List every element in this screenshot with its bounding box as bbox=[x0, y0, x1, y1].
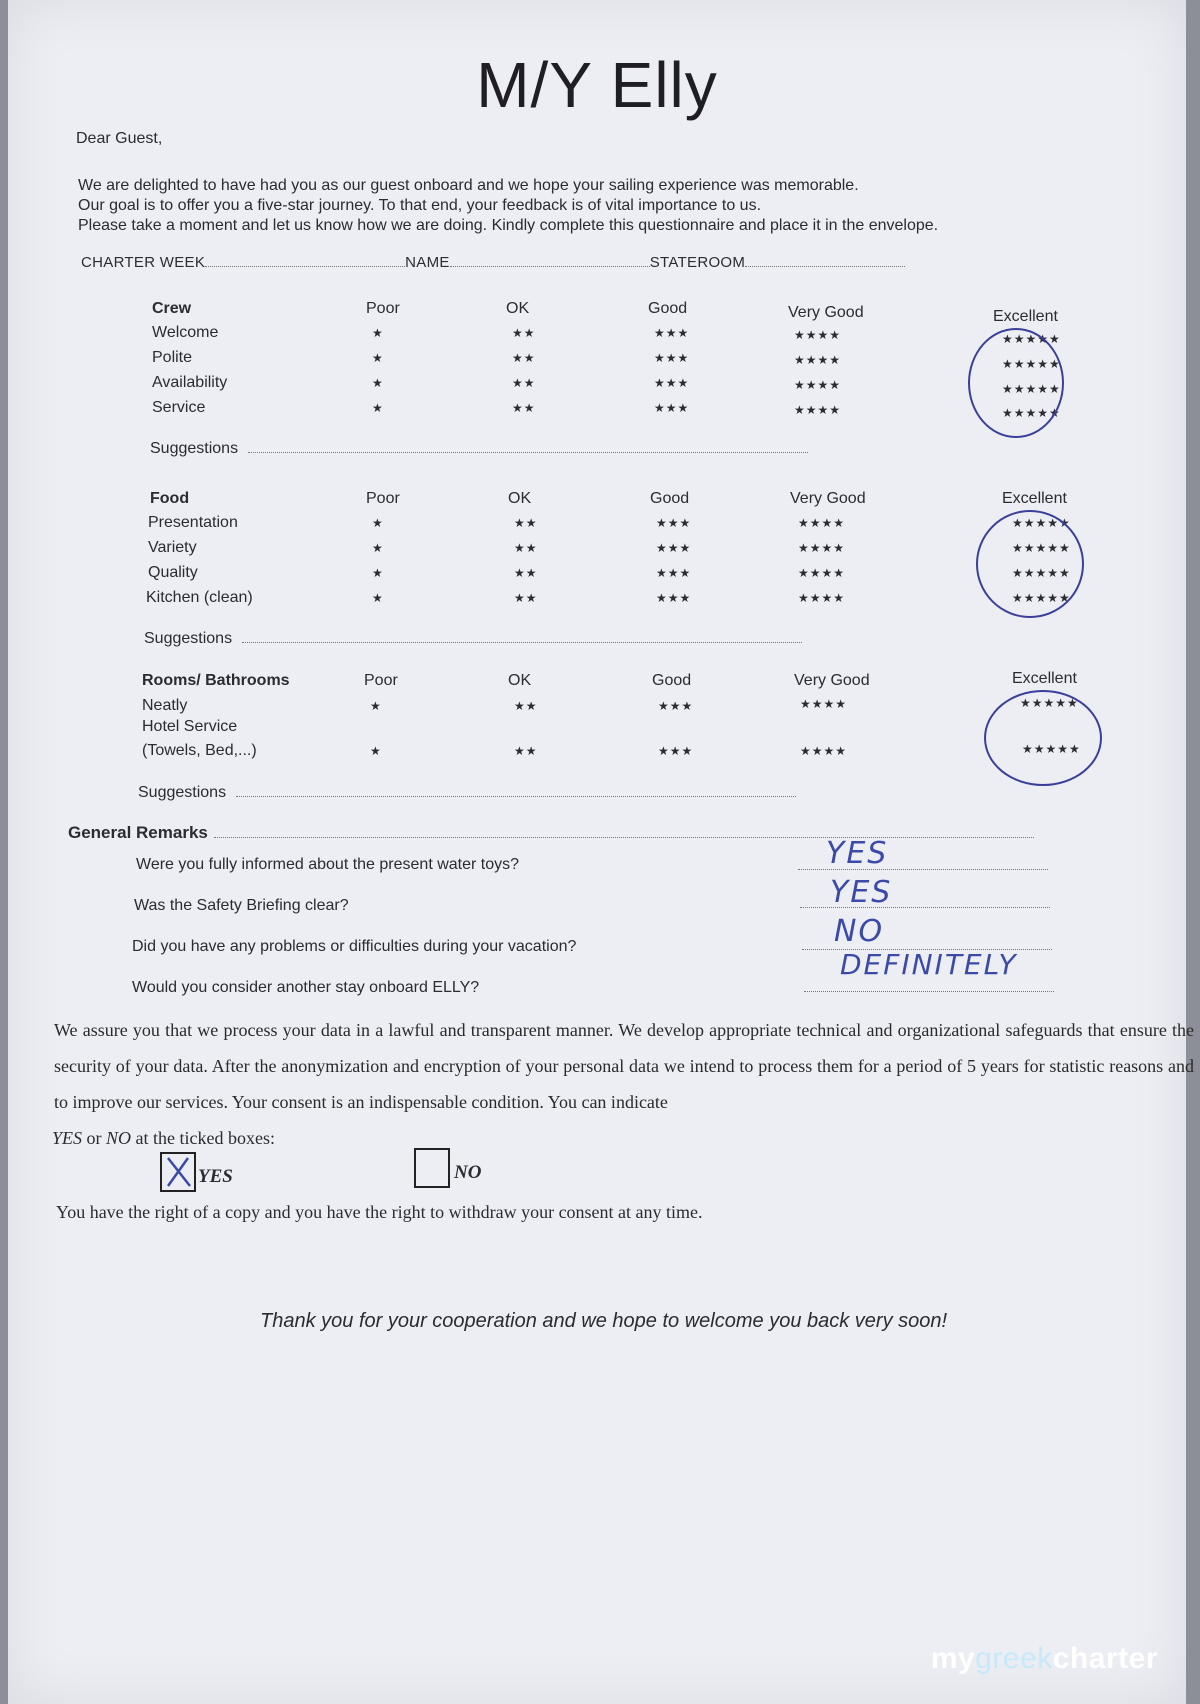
handwritten-answer-another-stay: DEFINITELY bbox=[840, 948, 1018, 981]
rating-4[interactable]: ★★★★ bbox=[794, 403, 842, 417]
col-ok: OK bbox=[508, 672, 532, 689]
rating-3[interactable]: ★★★ bbox=[654, 376, 690, 390]
rating-2[interactable]: ★★ bbox=[512, 401, 536, 415]
col-good: Good bbox=[650, 490, 690, 507]
col-very-good: Very Good bbox=[794, 672, 870, 689]
handwritten-answer-water-toys: YES bbox=[826, 836, 889, 871]
crew-item-availability: Availability bbox=[152, 374, 228, 391]
crew-item-polite: Polite bbox=[152, 349, 193, 366]
stateroom-label: STATEROOM bbox=[649, 254, 746, 271]
col-excellent: Excellent bbox=[993, 308, 1058, 325]
intro-line-1: We are delighted to have had you as our guest onboard and we hope your sailing experience was memorable. bbox=[78, 177, 859, 194]
checked-x-icon bbox=[162, 1154, 194, 1190]
consent-prompt bbox=[52, 1128, 275, 1149]
col-good: Good bbox=[652, 672, 692, 689]
crew-suggestions bbox=[150, 440, 808, 458]
rating-2[interactable]: ★★ bbox=[514, 591, 538, 605]
rating-3[interactable]: ★★★ bbox=[656, 566, 692, 580]
col-excellent: Excellent bbox=[1002, 490, 1067, 507]
rooms-item-neatly: Neatly bbox=[142, 697, 188, 714]
rating-3[interactable]: ★★★ bbox=[658, 744, 694, 758]
rating-3[interactable]: ★★★ bbox=[654, 351, 690, 365]
rating-5[interactable]: ★★★★★ bbox=[1002, 332, 1061, 346]
rating-1[interactable]: ★ bbox=[372, 351, 384, 365]
stateroom-input[interactable] bbox=[745, 265, 905, 267]
rating-1[interactable]: ★ bbox=[372, 541, 384, 555]
question-problems: Did you have any problems or difficulties during your vacation? bbox=[132, 938, 577, 955]
rating-5[interactable]: ★★★★★ bbox=[1022, 742, 1081, 756]
food-item-kitchen: Kitchen (clean) bbox=[146, 589, 253, 606]
rooms-item-hotel-service: Hotel Service bbox=[142, 718, 238, 735]
rating-2[interactable]: ★★ bbox=[512, 326, 536, 340]
charter-week-label: CHARTER WEEK bbox=[81, 254, 206, 271]
col-poor: Poor bbox=[364, 672, 398, 689]
charter-week-input[interactable] bbox=[205, 265, 405, 267]
guest-fields bbox=[81, 254, 905, 271]
rating-1[interactable]: ★ bbox=[372, 326, 384, 340]
general-remarks-input[interactable] bbox=[214, 836, 1034, 838]
thank-you-message: Thank you for your cooperation and we hope to welcome you back very soon! bbox=[260, 1310, 948, 1332]
rating-4[interactable]: ★★★★ bbox=[800, 697, 848, 711]
general-remarks-label: General Remarks bbox=[68, 823, 208, 842]
rating-5[interactable]: ★★★★★ bbox=[1012, 566, 1071, 580]
intro-line-3: Please take a moment and let us know how we are doing. Kindly complete this questionnaire and place it in the envelope. bbox=[78, 217, 939, 234]
handwritten-answer-safety-briefing: YES bbox=[830, 875, 893, 910]
rooms-suggestions bbox=[138, 784, 796, 802]
excellent-circle-mark bbox=[968, 328, 1064, 438]
handwritten-answer-problems: NO bbox=[834, 914, 885, 949]
crew-heading: Crew bbox=[152, 300, 192, 317]
answer-line[interactable] bbox=[804, 990, 1054, 992]
food-item-variety: Variety bbox=[148, 539, 197, 556]
rating-2[interactable]: ★★ bbox=[512, 376, 536, 390]
col-poor: Poor bbox=[366, 300, 400, 317]
question-another-stay: Would you consider another stay onboard ELLY? bbox=[132, 979, 480, 996]
name-label: NAME bbox=[405, 254, 450, 271]
rating-2[interactable]: ★★ bbox=[514, 744, 538, 758]
food-item-presentation: Presentation bbox=[148, 514, 238, 531]
consent-or: or bbox=[86, 1128, 102, 1148]
rooms-item-towels-bed: (Towels, Bed,...) bbox=[142, 742, 257, 759]
greeting: Dear Guest, bbox=[76, 130, 163, 147]
name-input[interactable] bbox=[450, 265, 650, 267]
food-suggestions bbox=[144, 630, 802, 648]
rating-4[interactable]: ★★★★ bbox=[798, 591, 846, 605]
consent-no-word: NO bbox=[106, 1128, 132, 1148]
col-ok: OK bbox=[506, 300, 530, 317]
col-ok: OK bbox=[508, 490, 532, 507]
rating-3[interactable]: ★★★ bbox=[656, 541, 692, 555]
rating-5[interactable]: ★★★★★ bbox=[1002, 357, 1061, 371]
rating-3[interactable]: ★★★ bbox=[654, 326, 690, 340]
col-very-good: Very Good bbox=[790, 490, 866, 507]
rating-1[interactable]: ★ bbox=[372, 401, 384, 415]
rooms-heading: Rooms/ Bathrooms bbox=[142, 672, 290, 689]
rating-5[interactable]: ★★★★★ bbox=[1012, 591, 1071, 605]
rating-5[interactable]: ★★★★★ bbox=[1002, 382, 1061, 396]
col-good: Good bbox=[648, 300, 688, 317]
consent-yes-checkbox[interactable] bbox=[160, 1152, 196, 1192]
rating-3[interactable]: ★★★ bbox=[656, 516, 692, 530]
intro-text bbox=[78, 176, 938, 236]
rating-3[interactable]: ★★★ bbox=[656, 591, 692, 605]
rating-4[interactable]: ★★★★ bbox=[794, 328, 842, 342]
rating-5[interactable]: ★★★★★ bbox=[1020, 696, 1079, 710]
suggestions-input[interactable] bbox=[248, 451, 808, 453]
rating-2[interactable]: ★★ bbox=[514, 566, 538, 580]
excellent-circle-mark bbox=[984, 690, 1102, 786]
crew-item-welcome: Welcome bbox=[152, 324, 219, 341]
rating-2[interactable]: ★★ bbox=[514, 516, 538, 530]
excellent-circle-mark bbox=[976, 510, 1084, 618]
rating-1[interactable]: ★ bbox=[372, 591, 384, 605]
col-very-good: Very Good bbox=[788, 304, 864, 321]
rating-5[interactable]: ★★★★★ bbox=[1012, 541, 1071, 555]
withdraw-consent-text: You have the right of a copy and you have the right to withdraw your consent at any time. bbox=[56, 1202, 703, 1222]
consent-no-label: NO bbox=[454, 1162, 482, 1183]
rating-4[interactable]: ★★★★ bbox=[798, 566, 846, 580]
feedback-form-paper bbox=[8, 0, 1194, 1704]
rating-1[interactable]: ★ bbox=[372, 566, 384, 580]
rating-2[interactable]: ★★ bbox=[514, 541, 538, 555]
rating-5[interactable]: ★★★★★ bbox=[1002, 406, 1061, 420]
col-poor: Poor bbox=[366, 490, 400, 507]
rating-1[interactable]: ★ bbox=[372, 376, 384, 390]
rating-4[interactable]: ★★★★ bbox=[798, 516, 846, 530]
food-heading: Food bbox=[150, 490, 190, 507]
consent-no-checkbox[interactable] bbox=[414, 1148, 450, 1188]
rating-1[interactable]: ★ bbox=[370, 744, 382, 758]
suggestions-label: Suggestions bbox=[150, 440, 239, 457]
rating-4[interactable]: ★★★★ bbox=[800, 744, 848, 758]
rating-4[interactable]: ★★★★ bbox=[798, 541, 846, 555]
question-water-toys: Were you fully informed about the present water toys? bbox=[136, 856, 520, 873]
col-excellent: Excellent bbox=[1012, 670, 1077, 687]
question-safety-briefing: Was the Safety Briefing clear? bbox=[134, 897, 349, 914]
suggestions-label: Suggestions bbox=[138, 784, 227, 801]
suggestions-label: Suggestions bbox=[144, 630, 233, 647]
rating-2[interactable]: ★★ bbox=[514, 699, 538, 713]
page-title: M/Y Elly bbox=[476, 49, 718, 121]
suggestions-input[interactable] bbox=[242, 641, 802, 643]
consent-yes-label: YES bbox=[198, 1166, 233, 1187]
rating-1[interactable]: ★ bbox=[370, 699, 382, 713]
rating-1[interactable]: ★ bbox=[372, 516, 384, 530]
food-item-quality: Quality bbox=[148, 564, 198, 581]
mygreekcharter-logo: mygreekcharter bbox=[930, 1642, 1158, 1675]
consent-yes-word: YES bbox=[52, 1128, 83, 1148]
rating-5[interactable]: ★★★★★ bbox=[1012, 516, 1071, 530]
rating-4[interactable]: ★★★★ bbox=[794, 378, 842, 392]
rating-3[interactable]: ★★★ bbox=[654, 401, 690, 415]
rating-3[interactable]: ★★★ bbox=[658, 699, 694, 713]
general-remarks bbox=[68, 823, 1034, 843]
rating-4[interactable]: ★★★★ bbox=[794, 353, 842, 367]
consent-rest: at the ticked boxes: bbox=[135, 1128, 275, 1148]
intro-line-2: Our goal is to offer you a five-star journey. To that end, your feedback is of vital importance to us. bbox=[78, 197, 762, 214]
suggestions-input[interactable] bbox=[236, 795, 796, 797]
rating-2[interactable]: ★★ bbox=[512, 351, 536, 365]
crew-item-service: Service bbox=[152, 399, 206, 416]
privacy-statement: We assure you that we process your data in a lawful and transparent manner. We develop appropriate technical and organizational safeguards that ensure the security of your data. After the anonymization and encryption of your personal data we intend to process them for a period of 5 years for statistic reasons and to improve our services. Your consent is an indispensable condition. You can indicate bbox=[54, 1020, 1194, 1112]
